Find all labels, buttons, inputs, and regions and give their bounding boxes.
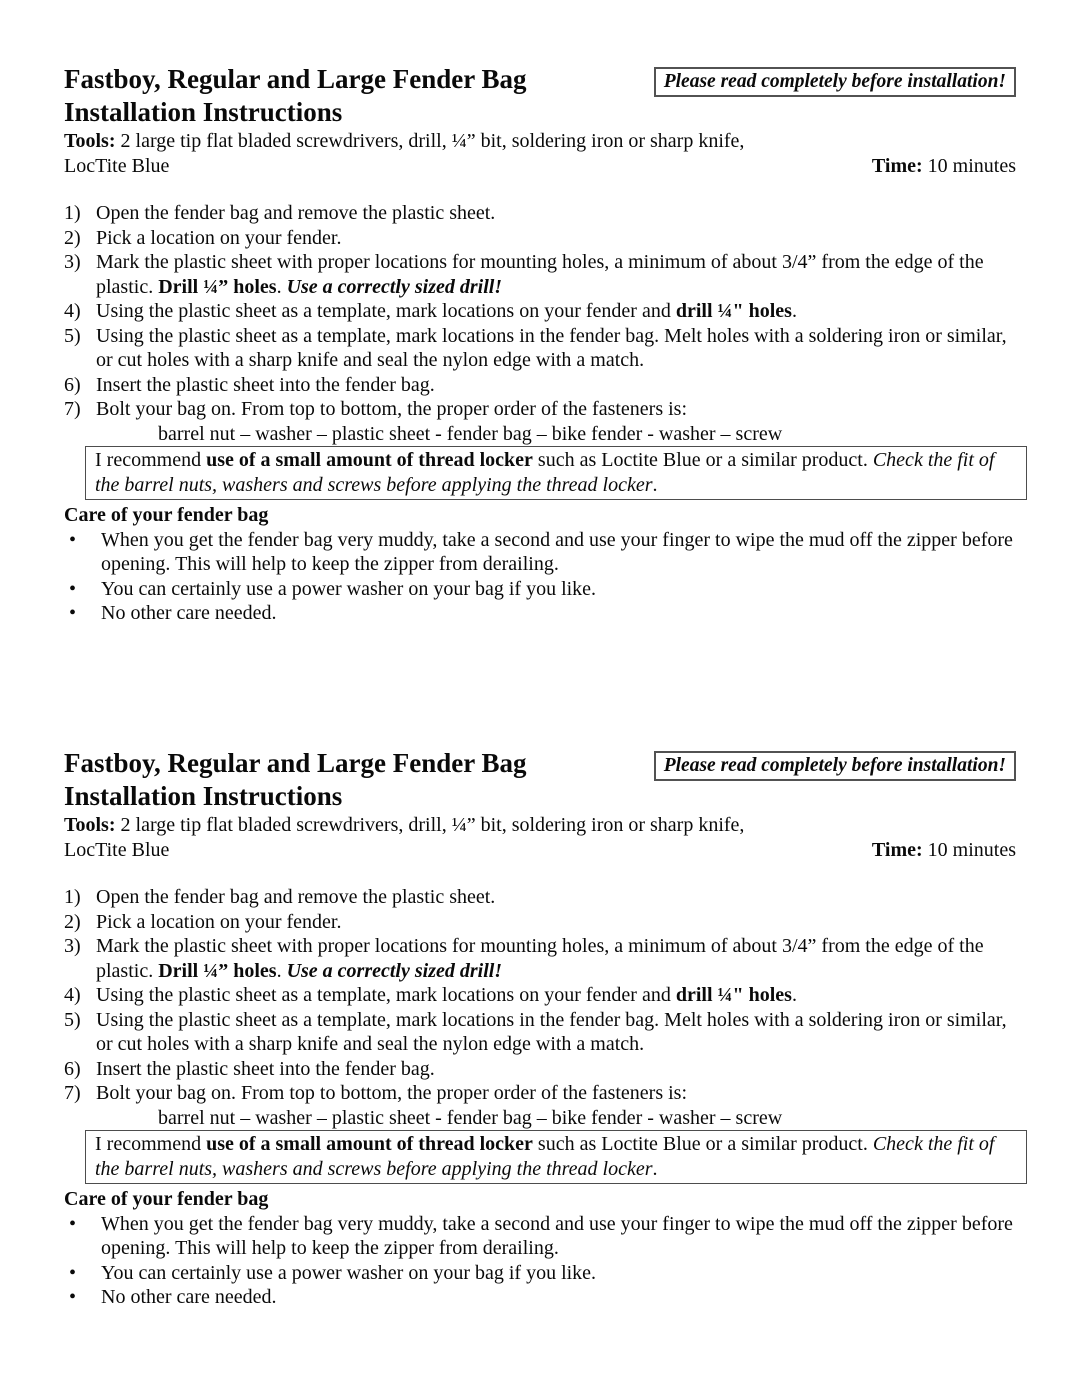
- step-text: Bolt your bag on. From top to bottom, the proper order of the fasteners is:: [96, 1082, 688, 1104]
- step-item-5: [64, 1008, 1016, 1057]
- recommend-text: I recommend: [95, 449, 207, 471]
- tools-text-2: LocTite Blue: [64, 155, 170, 177]
- tools-time-line: [64, 154, 1016, 179]
- bullet-text: When you get the fender bag very muddy, take a second and use your finger to wipe the mud off the zipper before opening. This will help to keep the zipper from derailing.: [101, 528, 1013, 575]
- recommend-bold: use of a small amount of thread locker: [206, 1133, 533, 1155]
- step-number: 1): [64, 202, 81, 224]
- step-item-1: [64, 885, 1016, 910]
- step-number: 2): [64, 910, 81, 933]
- title-line-2: Installation Instructions: [64, 781, 343, 811]
- care-bullet-1: [64, 1212, 1016, 1261]
- step-text: Insert the plastic sheet into the fender bag.: [96, 373, 435, 396]
- step-text: Open the fender bag and remove the plastic sheet.: [96, 886, 496, 908]
- page-title: [64, 63, 527, 129]
- care-bullet-1: [64, 528, 1016, 577]
- step-number: 4): [64, 984, 81, 1006]
- recommend-text: such as Loctite Blue or a similar product.: [532, 1133, 873, 1155]
- step-text: [96, 299, 1016, 324]
- recommend-text: .: [652, 1157, 658, 1180]
- step-item-3: [64, 250, 1016, 299]
- time-note: [872, 154, 1016, 179]
- tools-text-2: LocTite Blue: [64, 839, 170, 861]
- bullet-icon: •: [69, 1286, 77, 1308]
- title-line-1: Fastboy, Regular and Large Fender Bag: [64, 748, 527, 778]
- step-text-segment: .: [791, 984, 797, 1006]
- flyer-copy-1: [64, 63, 1016, 626]
- care-bullet-3: [64, 601, 1016, 626]
- step-text: Using the plastic sheet as a template, mark locations in the fender bag. Melt holes with a soldering iron or similar, or cut holes with a sharp knife and seal the nylon edge with a match.: [96, 324, 1007, 371]
- tools-block: [64, 813, 1016, 863]
- notice-box: [654, 751, 1016, 781]
- step-item-2: [64, 226, 1016, 251]
- bullet-icon: •: [69, 577, 77, 600]
- care-heading: Care of your fender bag: [64, 1188, 269, 1210]
- step-item-6: [64, 373, 1016, 398]
- step-text: Insert the plastic sheet into the fender bag.: [96, 1057, 435, 1080]
- bullet-text: You can certainly use a power washer on your bag if you like.: [101, 577, 597, 600]
- step-text-segment: .: [276, 959, 287, 982]
- fastener-order: barrel nut – washer – plastic sheet - fender bag – bike fender - washer – screw: [158, 1106, 783, 1129]
- bullet-text: When you get the fender bag very muddy, take a second and use your finger to wipe the mud off the zipper before opening. This will help to keep the zipper from derailing.: [101, 1212, 1013, 1259]
- recommend-text: I recommend: [95, 1133, 207, 1155]
- recommend-box: [85, 1130, 1027, 1184]
- time-value: 10 minutes: [922, 155, 1016, 177]
- step-text-bold: drill ¼" holes: [675, 300, 792, 322]
- flyer-header: [64, 747, 1016, 813]
- care-bullet-2: [64, 577, 1016, 602]
- step-number: 7): [64, 1082, 81, 1104]
- step-number: 5): [64, 1008, 81, 1031]
- step-text-bold-italic: Use a correctly sized drill!: [286, 275, 503, 298]
- step-text: Pick a location on your fender.: [96, 226, 342, 249]
- bullet-text: No other care needed.: [101, 602, 277, 624]
- tools-time-line: [64, 838, 1016, 863]
- step-item-7: [64, 1081, 1016, 1106]
- step-text-segment: Mark the plastic sheet with proper locations for mounting holes, a minimum of about 3/4” from the edge of the plastic.: [96, 251, 984, 298]
- step-number: 6): [64, 1057, 81, 1080]
- step-number: 7): [64, 398, 81, 420]
- step-item-6: [64, 1057, 1016, 1082]
- time-value: 10 minutes: [922, 839, 1016, 861]
- tools-block: [64, 129, 1016, 179]
- tools-line: [64, 813, 1016, 838]
- recommend-italic: Check the fit of the barrel nuts, washers and screws before applying the thread locker: [95, 1133, 995, 1180]
- step-text-bold: Drill ¼” holes: [158, 959, 277, 982]
- time-note: [872, 838, 1016, 863]
- notice-text: Please read completely before installation!: [663, 71, 1006, 92]
- step-item-3: [64, 934, 1016, 983]
- step-number: 3): [64, 251, 81, 273]
- step-text: Open the fender bag and remove the plastic sheet.: [96, 202, 496, 224]
- steps-list: [64, 885, 1016, 1106]
- step-number: 3): [64, 935, 81, 957]
- recommend-italic: Check the fit of the barrel nuts, washers and screws before applying the thread locker: [95, 449, 995, 496]
- recommend-text: .: [652, 473, 658, 496]
- fastener-order: barrel nut – washer – plastic sheet - fender bag – bike fender - washer – screw: [158, 422, 783, 445]
- step-item-4: [64, 983, 1016, 1008]
- steps-list: [64, 201, 1016, 422]
- bullet-icon: •: [69, 528, 77, 551]
- tools-label: Tools:: [64, 130, 116, 152]
- step-number: 6): [64, 373, 81, 396]
- recommend-box: [85, 446, 1027, 500]
- time-label: Time:: [871, 155, 923, 177]
- step-item-7: [64, 397, 1016, 422]
- step-number: 2): [64, 226, 81, 249]
- title-line-2: Installation Instructions: [64, 97, 343, 127]
- step-text: [96, 250, 1016, 299]
- care-heading: Care of your fender bag: [64, 504, 269, 526]
- step-text: [96, 934, 1016, 983]
- bullet-icon: •: [69, 1212, 77, 1235]
- tools-line: [64, 129, 1016, 154]
- step-text-segment: Mark the plastic sheet with proper locations for mounting holes, a minimum of about 3/4” from the edge of the plastic.: [96, 935, 984, 982]
- step-number: 1): [64, 886, 81, 908]
- step-item-1: [64, 201, 1016, 226]
- tools-text: 2 large tip flat bladed screwdrivers, drill, ¼” bit, soldering iron or sharp knife,: [115, 814, 745, 836]
- step-text-segment: .: [276, 275, 287, 298]
- step-text: [96, 983, 1016, 1008]
- notice-box: [654, 67, 1016, 97]
- step-text-segment: .: [791, 300, 797, 322]
- flyer-copy-2: [64, 747, 1016, 1310]
- step-number: 4): [64, 300, 81, 322]
- bullet-text: No other care needed.: [101, 1286, 277, 1308]
- step-text-segment: Using the plastic sheet as a template, mark locations on your fender and: [96, 300, 676, 322]
- bullet-text: You can certainly use a power washer on your bag if you like.: [101, 1261, 597, 1284]
- step-number: 5): [64, 324, 81, 347]
- step-text: Using the plastic sheet as a template, mark locations in the fender bag. Melt holes with a soldering iron or similar, or cut holes with a sharp knife and seal the nylon edge with a match.: [96, 1008, 1007, 1055]
- step-text-bold: drill ¼" holes: [675, 984, 792, 1006]
- tools-text: 2 large tip flat bladed screwdrivers, drill, ¼” bit, soldering iron or sharp knife,: [115, 130, 745, 152]
- notice-text: Please read completely before installation!: [663, 755, 1006, 776]
- bullet-icon: •: [69, 602, 77, 624]
- care-bullet-3: [64, 1285, 1016, 1310]
- step-text-bold: Drill ¼” holes: [158, 275, 277, 298]
- step-item-4: [64, 299, 1016, 324]
- recommend-bold: use of a small amount of thread locker: [206, 449, 533, 471]
- tools-label: Tools:: [64, 814, 116, 836]
- page-title: [64, 747, 527, 813]
- step-item-5: [64, 324, 1016, 373]
- step-text: Bolt your bag on. From top to bottom, the proper order of the fasteners is:: [96, 398, 688, 420]
- bullet-icon: •: [69, 1261, 77, 1284]
- step-item-2: [64, 910, 1016, 935]
- recommend-text: such as Loctite Blue or a similar product.: [532, 449, 873, 471]
- step-text-bold-italic: Use a correctly sized drill!: [286, 959, 503, 982]
- step-text: Pick a location on your fender.: [96, 910, 342, 933]
- time-label: Time:: [871, 839, 923, 861]
- flyer-header: [64, 63, 1016, 129]
- care-bullet-2: [64, 1261, 1016, 1286]
- title-line-1: Fastboy, Regular and Large Fender Bag: [64, 64, 527, 94]
- step-text-segment: Using the plastic sheet as a template, mark locations on your fender and: [96, 984, 676, 1006]
